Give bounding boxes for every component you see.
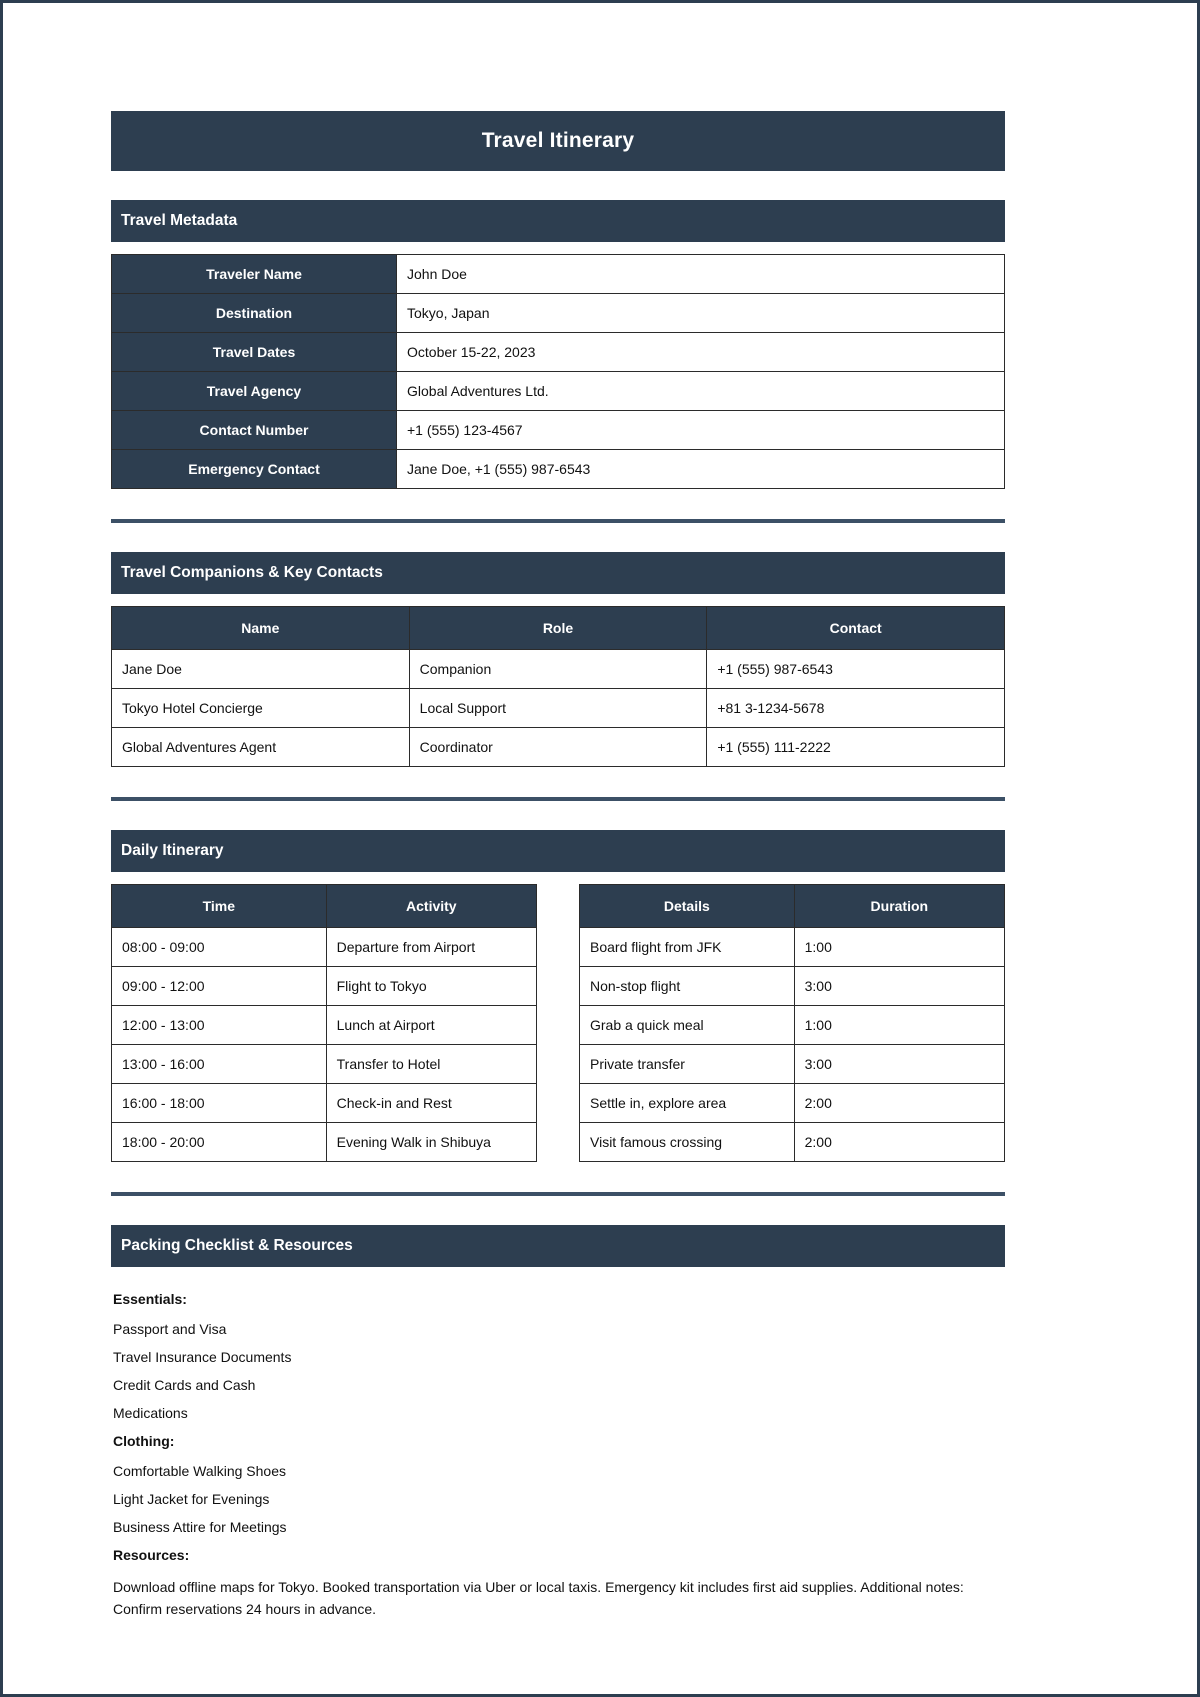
itinerary-activity: Check-in and Rest [326, 1084, 536, 1123]
metadata-value: John Doe [397, 255, 1005, 294]
table-header-row [580, 885, 1005, 928]
metadata-value: +1 (555) 123-4567 [397, 411, 1005, 450]
itinerary-activity: Transfer to Hotel [326, 1045, 536, 1084]
checklist-content [111, 1291, 1005, 1620]
table-row [580, 928, 1005, 967]
column-header-role: Role [409, 607, 707, 650]
metadata-value: Global Adventures Ltd. [397, 372, 1005, 411]
table-row [112, 728, 1005, 767]
itinerary-details: Non-stop flight [580, 967, 795, 1006]
itinerary-left-column [111, 884, 537, 1162]
itinerary-time: 16:00 - 18:00 [112, 1084, 327, 1123]
companions-table [111, 606, 1005, 767]
table-row [112, 650, 1005, 689]
checklist-group-title: Essentials: [113, 1291, 187, 1307]
document-content [111, 111, 1005, 1620]
metadata-value: October 15-22, 2023 [397, 333, 1005, 372]
table-row [112, 1045, 537, 1084]
metadata-label: Emergency Contact [112, 450, 397, 489]
itinerary-duration: 3:00 [794, 1045, 1004, 1084]
table-header-row [112, 885, 537, 928]
itinerary-time: 12:00 - 13:00 [112, 1006, 327, 1045]
companion-name: Tokyo Hotel Concierge [112, 689, 410, 728]
companion-role: Companion [409, 650, 707, 689]
section-header-daily-itinerary: Daily Itinerary [111, 830, 1005, 872]
column-header-name: Name [112, 607, 410, 650]
itinerary-details: Board flight from JFK [580, 928, 795, 967]
metadata-label: Destination [112, 294, 397, 333]
companion-role: Coordinator [409, 728, 707, 767]
itinerary-tables-wrapper [111, 884, 1005, 1162]
checklist-item: Passport and Visa [113, 1321, 227, 1337]
column-header-contact: Contact [707, 607, 1005, 650]
itinerary-duration: 1:00 [794, 1006, 1004, 1045]
resources-title: Resources: [113, 1547, 190, 1563]
table-row [580, 1045, 1005, 1084]
itinerary-duration: 2:00 [794, 1123, 1004, 1162]
table-header-row [112, 607, 1005, 650]
table-row [112, 1084, 537, 1123]
section-travel-metadata [111, 200, 1005, 489]
itinerary-activity: Lunch at Airport [326, 1006, 536, 1045]
metadata-label: Travel Dates [112, 333, 397, 372]
checklist-item: Light Jacket for Evenings [113, 1491, 270, 1507]
table-row [112, 372, 1005, 411]
metadata-label: Traveler Name [112, 255, 397, 294]
table-row [580, 1006, 1005, 1045]
metadata-value: Jane Doe, +1 (555) 987-6543 [397, 450, 1005, 489]
itinerary-details: Grab a quick meal [580, 1006, 795, 1045]
itinerary-activity: Flight to Tokyo [326, 967, 536, 1006]
itinerary-time: 09:00 - 12:00 [112, 967, 327, 1006]
itinerary-time: 08:00 - 09:00 [112, 928, 327, 967]
companion-name: Jane Doe [112, 650, 410, 689]
itinerary-right-column [579, 884, 1005, 1162]
column-header-activity: Activity [326, 885, 536, 928]
checklist-item: Comfortable Walking Shoes [113, 1463, 287, 1479]
checklist-item: Travel Insurance Documents [113, 1349, 292, 1365]
section-header-packing-checklist: Packing Checklist & Resources [111, 1225, 1005, 1267]
section-daily-itinerary [111, 830, 1005, 1162]
itinerary-details: Private transfer [580, 1045, 795, 1084]
checklist-group-title: Clothing: [113, 1433, 175, 1449]
travel-metadata-table [111, 254, 1005, 489]
section-divider [111, 797, 1005, 801]
companion-contact: +1 (555) 111-2222 [707, 728, 1005, 767]
section-divider [111, 519, 1005, 523]
table-row [112, 333, 1005, 372]
table-row [112, 294, 1005, 333]
column-header-duration: Duration [794, 885, 1004, 928]
itinerary-time: 13:00 - 16:00 [112, 1045, 327, 1084]
checklist-item: Credit Cards and Cash [113, 1377, 256, 1393]
itinerary-time: 18:00 - 20:00 [112, 1123, 327, 1162]
table-row [112, 689, 1005, 728]
companion-contact: +1 (555) 987-6543 [707, 650, 1005, 689]
metadata-label: Travel Agency [112, 372, 397, 411]
table-row [580, 967, 1005, 1006]
checklist-item: Medications [113, 1405, 188, 1421]
section-header-travel-metadata: Travel Metadata [111, 200, 1005, 242]
section-header-travel-companions: Travel Companions & Key Contacts [111, 552, 1005, 594]
table-row [112, 1006, 537, 1045]
itinerary-activity: Departure from Airport [326, 928, 536, 967]
table-row [112, 411, 1005, 450]
itinerary-details-duration-table [579, 884, 1005, 1162]
table-row [112, 967, 537, 1006]
table-row [112, 450, 1005, 489]
companion-contact: +81 3-1234-5678 [707, 689, 1005, 728]
table-row [112, 255, 1005, 294]
metadata-label: Contact Number [112, 411, 397, 450]
metadata-value: Tokyo, Japan [397, 294, 1005, 333]
itinerary-details: Settle in, explore area [580, 1084, 795, 1123]
resources-text: Download offline maps for Tokyo. Booked transportation via Uber or local taxis. Emergency kit includes first aid supplies. Additional notes: Confirm reservations 24 hours in advance. [113, 1579, 964, 1617]
companion-role: Local Support [409, 689, 707, 728]
companion-name: Global Adventures Agent [112, 728, 410, 767]
section-divider [111, 1192, 1005, 1196]
itinerary-time-activity-table [111, 884, 537, 1162]
table-row [580, 1123, 1005, 1162]
column-header-details: Details [580, 885, 795, 928]
itinerary-details: Visit famous crossing [580, 1123, 795, 1162]
checklist-item: Business Attire for Meetings [113, 1519, 287, 1535]
table-row [580, 1084, 1005, 1123]
itinerary-duration: 3:00 [794, 967, 1004, 1006]
page-title: Travel Itinerary [111, 111, 1005, 171]
table-row [112, 1123, 537, 1162]
itinerary-activity: Evening Walk in Shibuya [326, 1123, 536, 1162]
itinerary-duration: 2:00 [794, 1084, 1004, 1123]
section-packing-checklist [111, 1225, 1005, 1620]
column-header-time: Time [112, 885, 327, 928]
itinerary-duration: 1:00 [794, 928, 1004, 967]
section-travel-companions [111, 552, 1005, 767]
table-row [112, 928, 537, 967]
